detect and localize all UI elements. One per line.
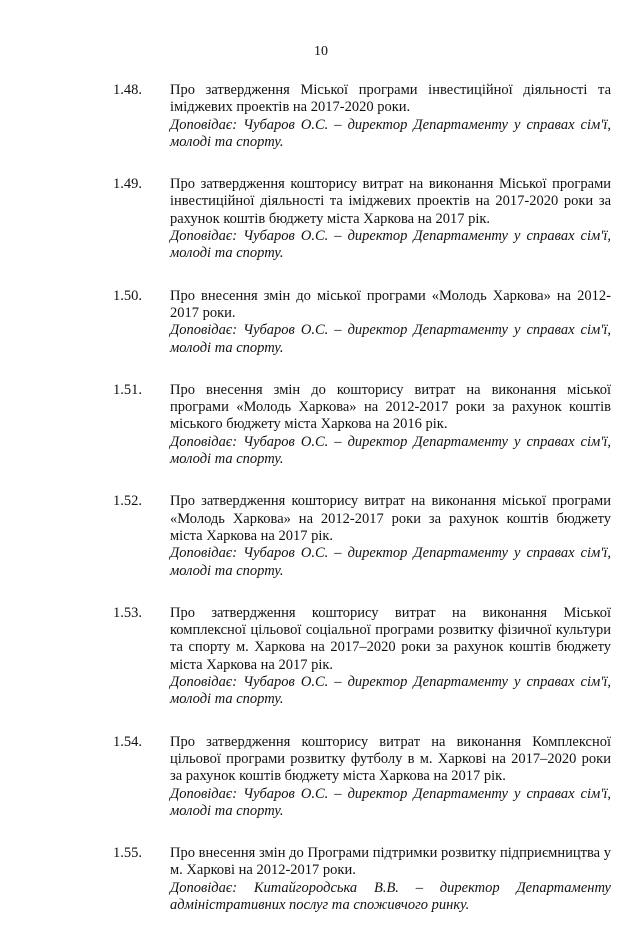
item-speaker bbox=[170, 228, 611, 263]
speaker-name: Чубаров О.С. bbox=[243, 116, 329, 133]
item-speaker bbox=[170, 117, 611, 152]
speaker-position: – директор Департаменту у справах сім'ї, молоді та спорту. bbox=[170, 116, 612, 150]
speaker-position: – директор Департаменту у справах сім'ї, молоді та спорту. bbox=[170, 433, 612, 468]
speaker-name: Чубаров О.С. bbox=[243, 545, 329, 562]
item-number: 1.52. bbox=[113, 493, 142, 510]
speaker-name: Китайгородська В.В. bbox=[253, 879, 399, 896]
speaker-label: Доповідає: bbox=[170, 545, 238, 562]
speaker-position: – директор Департаменту у справах сім'ї, молоді та спорту. bbox=[170, 322, 612, 356]
speaker-label: Доповідає: bbox=[170, 228, 238, 245]
speaker-position: – директор Департаменту у справах сім'ї, молоді та спорту. bbox=[170, 674, 612, 708]
speaker-position: – директор Департаменту у справах сім'ї, молоді та спорту. bbox=[170, 785, 612, 819]
item-number: 1.53. bbox=[113, 604, 142, 621]
item-title: Про затвердження Міської програми інвестиційної діяльності та іміджевих проектів на 2017-2020 роки. bbox=[170, 82, 611, 116]
speaker-name: Чубаров О.С. bbox=[243, 674, 329, 691]
item-title: Про затвердження кошторису витрат на виконання Міської комплексної цільової соціальної програми розвитку фізичної культури та спорту м. Харкова на 2017–2020 роки за рахунок коштів бюджету міста Харкова на 2017 рік. bbox=[170, 604, 611, 673]
item-title: Про внесення змін до кошторису витрат на виконання міської програми «Молодь Харкова» на 2012-2017 роки за рахунок коштів міського бюджету міста Харкова на 2016 рік. bbox=[170, 381, 611, 433]
item-number: 1.51. bbox=[113, 381, 142, 398]
item-speaker bbox=[170, 322, 611, 357]
speaker-label: Доповідає: bbox=[170, 322, 238, 339]
item-title: Про затвердження кошторису витрат на виконання міської програми «Молодь Харкова» на 2012-2017 роки за рахунок коштів бюджету міста Харкова на 2017 рік. bbox=[170, 493, 611, 544]
item-number: 1.48. bbox=[113, 82, 142, 98]
agenda-item bbox=[113, 605, 611, 709]
speaker-label: Доповідає: bbox=[170, 785, 238, 802]
agenda-item bbox=[113, 382, 611, 468]
item-speaker bbox=[170, 545, 611, 580]
item-number: 1.49. bbox=[113, 176, 142, 193]
agenda-item bbox=[113, 82, 611, 151]
item-title: Про затвердження кошторису витрат на виконання Міської програми інвестиційної діяльності та іміджевих проектів на 2017-2020 роки за рахунок коштів бюджету міста Харкова на 2017 рік. bbox=[170, 176, 611, 227]
speaker-name: Чубаров О.С. bbox=[243, 433, 329, 450]
speaker-label: Доповідає: bbox=[170, 879, 238, 896]
speaker-position: – директор Департаменту адміністративних послуг та споживчого ринку. bbox=[170, 879, 611, 913]
speaker-name: Чубаров О.С. bbox=[243, 228, 329, 245]
speaker-position: – директор Департаменту у справах сім'ї, молоді та спорту. bbox=[170, 228, 612, 262]
item-speaker bbox=[170, 786, 611, 821]
agenda-item bbox=[113, 493, 611, 579]
agenda-list bbox=[113, 82, 611, 939]
speaker-position: – директор Департаменту у справах сім'ї, молоді та спорту. bbox=[170, 545, 612, 579]
speaker-label: Доповідає: bbox=[170, 433, 238, 450]
item-speaker bbox=[170, 880, 611, 915]
speaker-name: Чубаров О.С. bbox=[243, 322, 329, 339]
agenda-item bbox=[113, 845, 611, 914]
speaker-label: Доповідає: bbox=[170, 674, 238, 691]
speaker-label: Доповідає: bbox=[170, 116, 238, 133]
item-speaker bbox=[170, 434, 611, 469]
item-number: 1.50. bbox=[113, 287, 142, 304]
agenda-item bbox=[113, 734, 611, 820]
item-title: Про внесення змін до міської програми «Молодь Харкова» на 2012-2017 роки. bbox=[170, 287, 611, 321]
speaker-name: Чубаров О.С. bbox=[243, 785, 329, 802]
item-speaker bbox=[170, 674, 611, 709]
item-title: Про затвердження кошторису витрат на виконання Комплексної цільової програми розвитку футболу в м. Харкові на 2017–2020 роки за рахунок коштів бюджету міста Харкова на 2017 рік. bbox=[170, 733, 611, 785]
item-number: 1.54. bbox=[113, 733, 142, 750]
item-number: 1.55. bbox=[113, 845, 142, 862]
agenda-item bbox=[113, 176, 611, 262]
agenda-item bbox=[113, 288, 611, 357]
page-number: 10 bbox=[314, 44, 328, 59]
item-title: Про внесення змін до Програми підтримки розвитку підприємництва у м. Харкові на 2012-2017 роки. bbox=[170, 845, 611, 879]
